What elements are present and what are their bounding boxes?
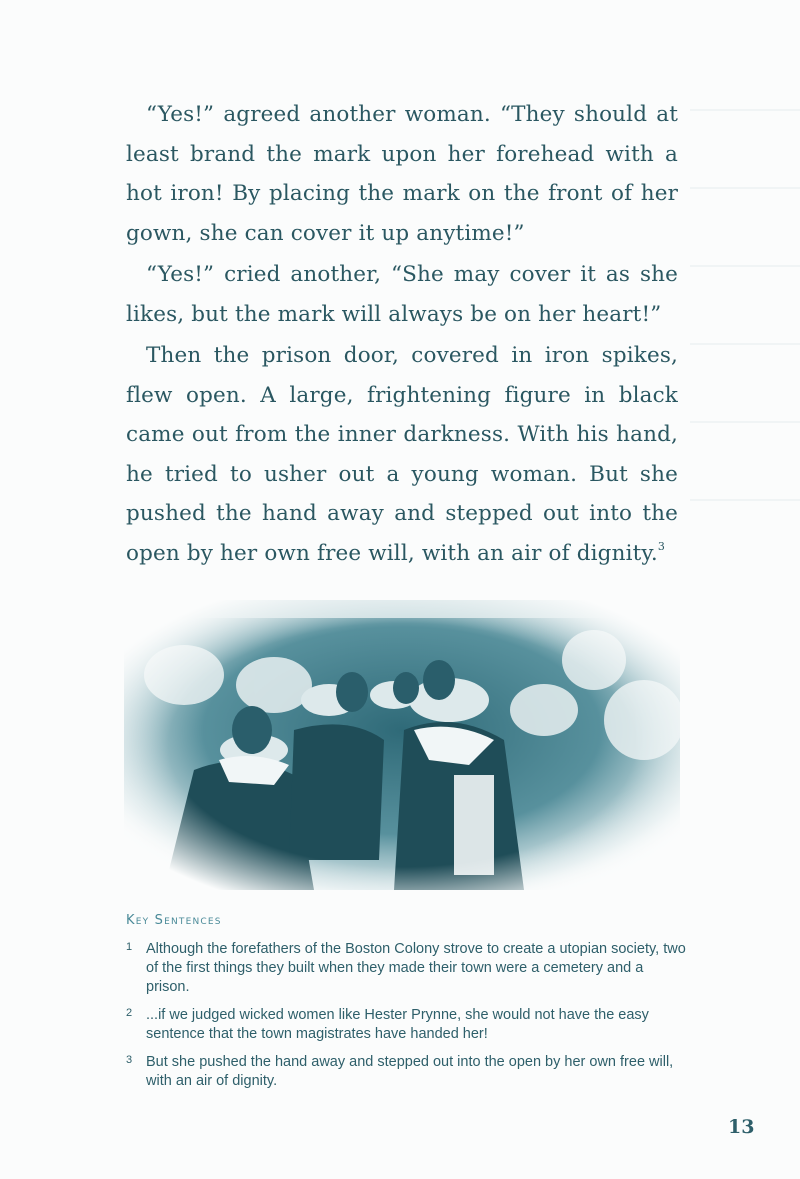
key-sentence-text: ...if we judged wicked women like Hester Prynne, she would not have the easy sentence that the town magistrates have handed her!	[146, 1007, 649, 1042]
story-text	[126, 95, 678, 575]
illustration-crowd-of-women	[124, 600, 680, 890]
story-paragraph-3-text: Then the prison door, covered in iron spikes, flew open. A large, frightening figure in black came out from the inner darkness. With his hand, he tried to usher out a young woman. But she pushed the hand away and stepped out into the open by her own free will, with an air of dignity.	[126, 343, 678, 566]
key-sentence-number: 3	[126, 1054, 133, 1066]
footnote-marker-3: 3	[657, 539, 665, 553]
key-sentence-text: But she pushed the hand away and stepped out into the open by her own free will, with an air of dignity.	[146, 1054, 674, 1089]
key-sentence-item	[126, 940, 686, 997]
key-sentence-text: Although the forefathers of the Boston Colony strove to create a utopian society, two of the first things they built when they made their town were a cemetery and a prison.	[146, 941, 686, 995]
story-paragraph-1: “Yes!” agreed another woman. “They should at least brand the mark upon her forehead with a hot iron! By placing the mark on the front of her gown, she can cover it up anytime!”	[126, 102, 678, 246]
key-sentence-number: 1	[126, 941, 133, 953]
key-sentences-list	[126, 940, 686, 1100]
key-sentence-item	[126, 1006, 686, 1044]
story-paragraph-2: “Yes!” cried another, “She may cover it as she likes, but the mark will always be on her heart!”	[126, 262, 678, 327]
story-paragraph-3	[126, 336, 678, 573]
key-sentence-number: 2	[126, 1007, 133, 1019]
key-sentences-title: Key Sentences	[126, 913, 222, 928]
faint-ruled-lines	[690, 100, 800, 580]
key-sentence-item	[126, 1053, 686, 1091]
page-number: 13	[728, 1116, 755, 1138]
